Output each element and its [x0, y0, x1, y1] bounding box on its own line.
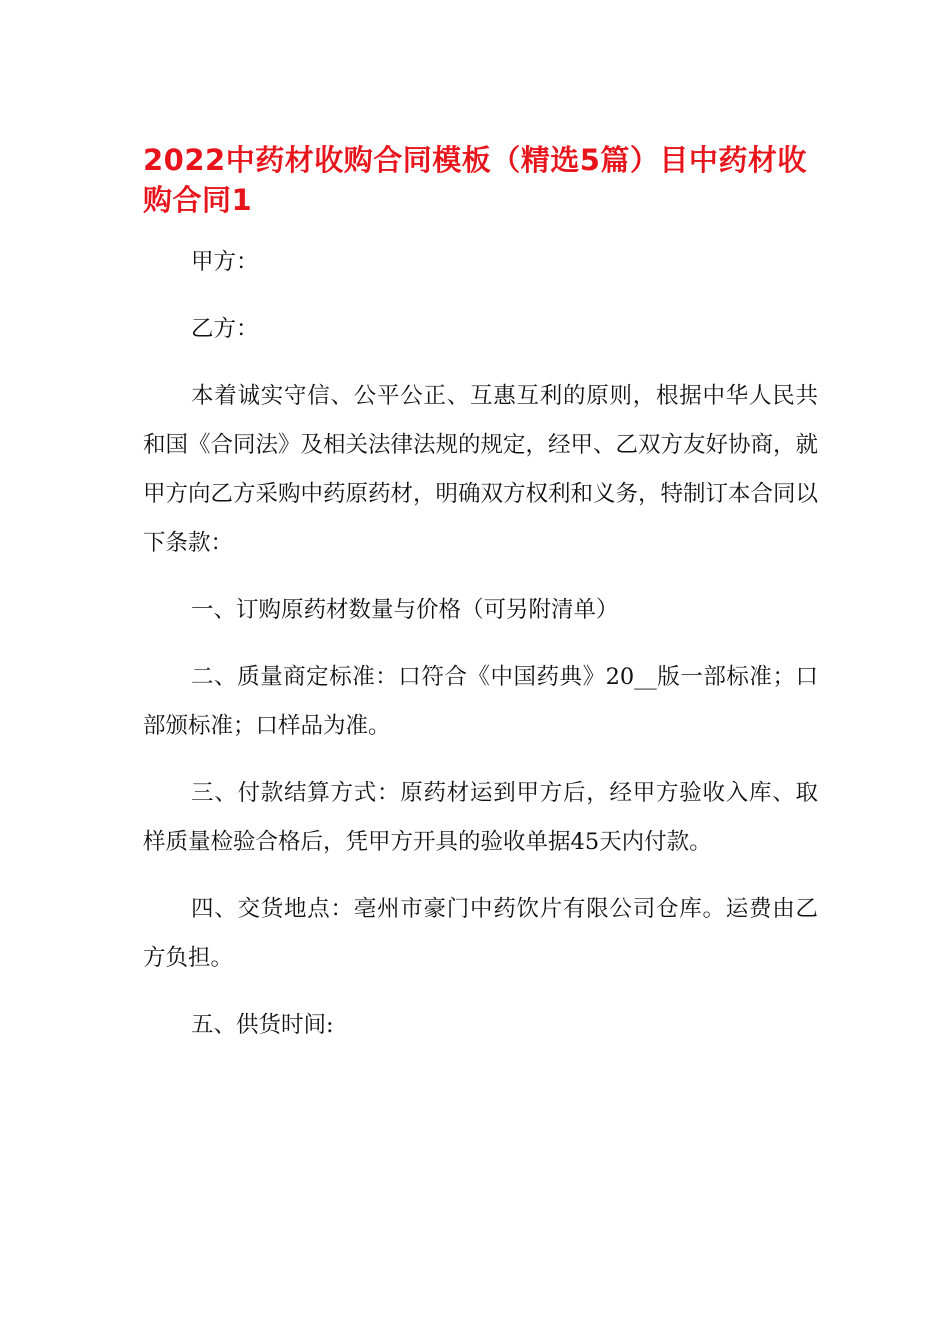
clause-2: 二、质量商定标准：口符合《中国药典》20__版一部标准；口部颁标准；口样品为准。 [143, 664, 818, 739]
document-body [143, 238, 818, 1068]
page-title: 2022中药材收购合同模板（精选5篇）目中药材收购合同1 [143, 143, 807, 217]
party-b-line: 乙方： [191, 316, 259, 342]
clause-3: 三、付款结算方式：原药材运到甲方后，经甲方验收入库、取样质量检验合格后，凭甲方开具的验收单据45天内付款。 [143, 780, 818, 855]
clause-1: 一、订购原药材数量与价格（可另附清单） [191, 597, 619, 623]
preamble-paragraph: 本着诚实守信、公平公正、互惠互利的原则，根据中华人民共和国《合同法》及相关法律法规的规定，经甲、乙双方友好协商，就甲方向乙方采购中药原药材，明确双方权利和义务，特制订本合同以下条款： [143, 383, 819, 556]
clause-4: 四、交货地点：亳州市豪门中药饮片有限公司仓库。运费由乙方负担。 [143, 896, 818, 971]
party-a-line: 甲方： [191, 249, 259, 275]
clause-5: 五、供货时间: [191, 1012, 334, 1038]
